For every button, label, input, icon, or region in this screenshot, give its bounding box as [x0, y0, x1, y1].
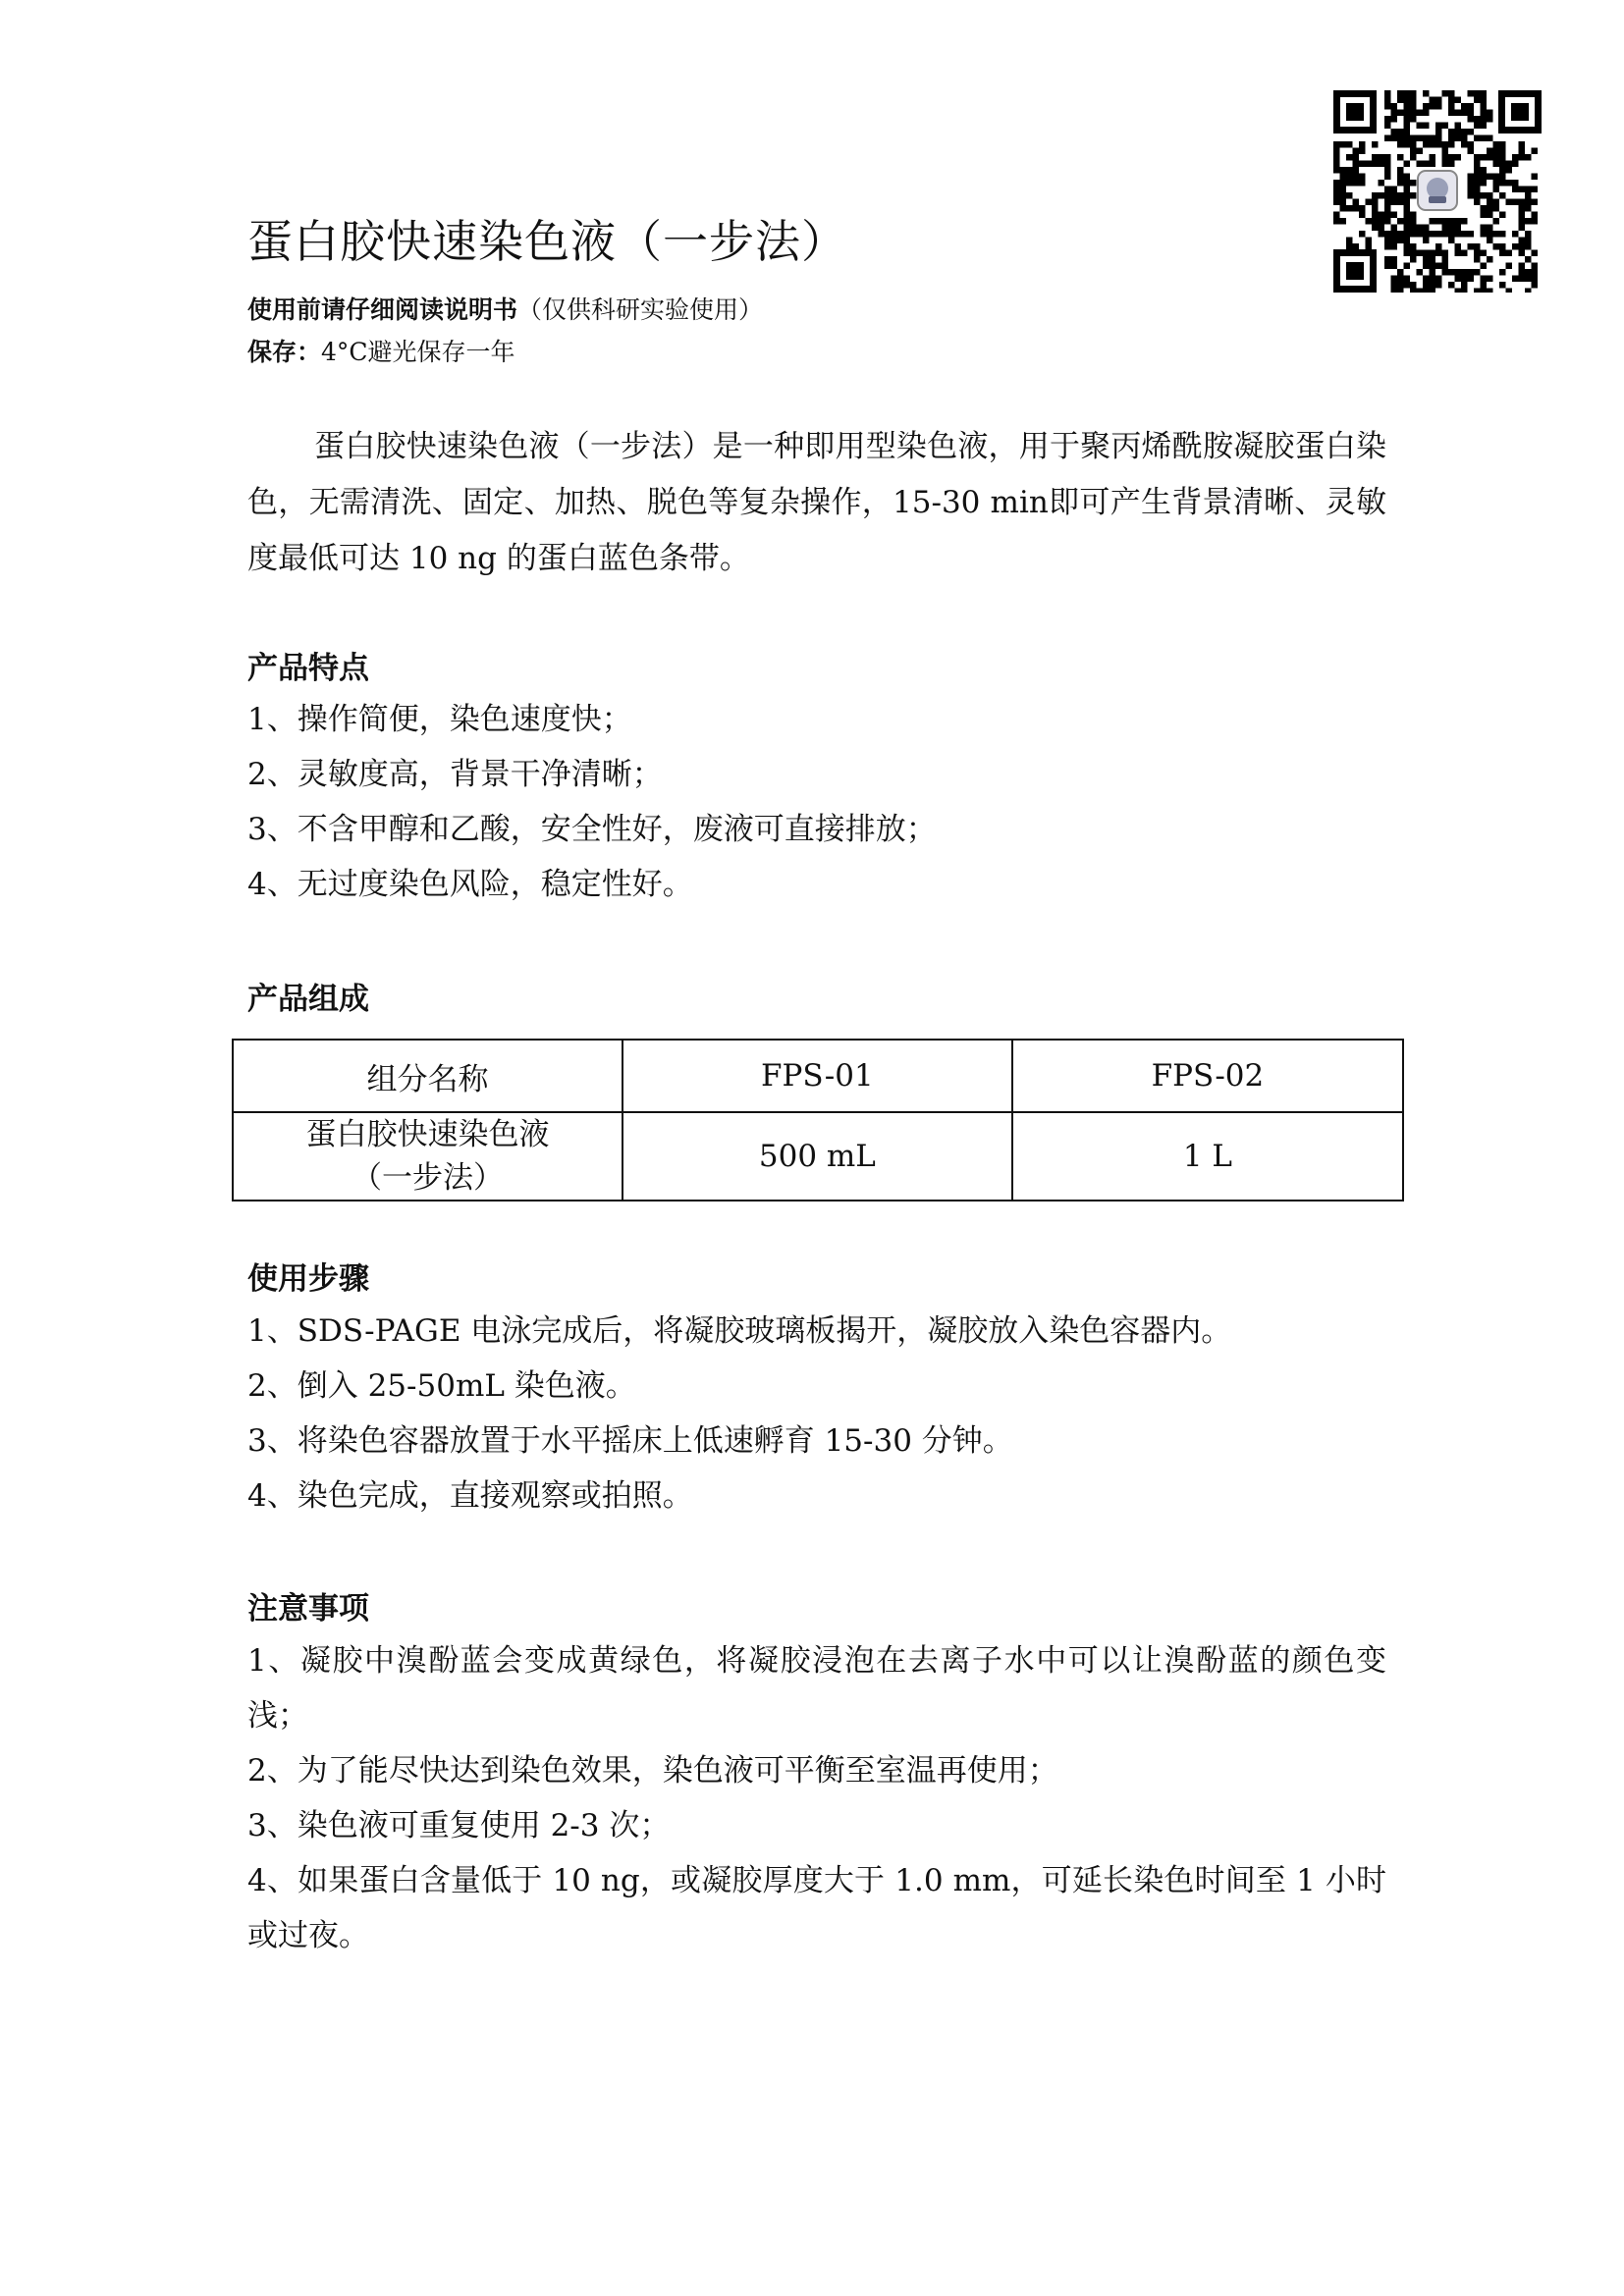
list-item: 3、染色液可重复使用 2-3 次； [247, 1808, 671, 1843]
table-cell: 1 L [1012, 1112, 1403, 1201]
intro-paragraph: 蛋白胶快速染色液（一步法）是一种即用型染色液，用于聚丙烯酰胺凝胶蛋白染色，无需清洗、固定、加热、脱色等复杂操作，15-30 min即可产生背景清晰、灵敏度最低可达 10 ng 的蛋白蓝色条带。 [247, 429, 1386, 576]
usage-notice [247, 291, 763, 326]
table-header-cell: FPS-02 [1012, 1040, 1403, 1112]
list-item: 1、凝胶中溴酚蓝会变成黄绿色，将凝胶浸泡在去离子水中可以让溴酚蓝的颜色变浅； [247, 1643, 1386, 1734]
notes-list [247, 1633, 1386, 1963]
steps-heading: 使用步骤 [247, 1261, 369, 1297]
list-item: 3、不含甲醇和乙酸，安全性好，废液可直接排放； [247, 812, 937, 847]
table-cell: 500 mL [623, 1112, 1012, 1201]
table-header-cell: FPS-01 [623, 1040, 1012, 1112]
usage-notice-normal: （仅供科研实验使用） [517, 295, 764, 324]
table-header-cell: 组分名称 [233, 1040, 623, 1112]
qr-code-icon [1333, 90, 1542, 293]
storage-value: 4°C避光保存一年 [321, 338, 515, 366]
page-title: 蛋白胶快速染色液（一步法） [247, 215, 847, 268]
table-header-row [233, 1040, 1403, 1112]
steps-list [247, 1304, 1396, 1523]
notes-heading: 注意事项 [247, 1591, 369, 1627]
list-item: 1、操作简便，染色速度快； [247, 702, 632, 737]
component-name-line1: 蛋白胶快速染色液 [305, 1117, 550, 1152]
features-list [247, 692, 1396, 912]
component-name-line2: （一步法） [351, 1160, 504, 1196]
features-heading: 产品特点 [247, 651, 369, 686]
composition-heading: 产品组成 [247, 982, 369, 1017]
table-cell-name [233, 1112, 623, 1201]
table-row [233, 1112, 1403, 1201]
storage-label: 保存： [247, 338, 322, 366]
list-item: 4、如果蛋白含量低于 10 ng，或凝胶厚度大于 1.0 mm，可延长染色时间至 1 小时或过夜。 [247, 1863, 1386, 1953]
list-item: 2、倒入 25-50mL 染色液。 [247, 1368, 636, 1404]
list-item: 2、灵敏度高，背景干净清晰； [247, 757, 663, 792]
storage-line [247, 333, 515, 368]
list-item: 1、SDS-PAGE 电泳完成后，将凝胶玻璃板揭开，凝胶放入染色容器内。 [247, 1313, 1232, 1349]
composition-table [232, 1039, 1404, 1201]
list-item: 2、为了能尽快达到染色效果，染色液可平衡至室温再使用； [247, 1753, 1058, 1789]
list-item: 4、无过度染色风险，稳定性好。 [247, 867, 693, 902]
list-item: 4、染色完成，直接观察或拍照。 [247, 1478, 693, 1514]
list-item: 3、将染色容器放置于水平摇床上低速孵育 15-30 分钟。 [247, 1423, 1013, 1459]
usage-notice-bold: 使用前请仔细阅读说明书 [247, 295, 518, 324]
